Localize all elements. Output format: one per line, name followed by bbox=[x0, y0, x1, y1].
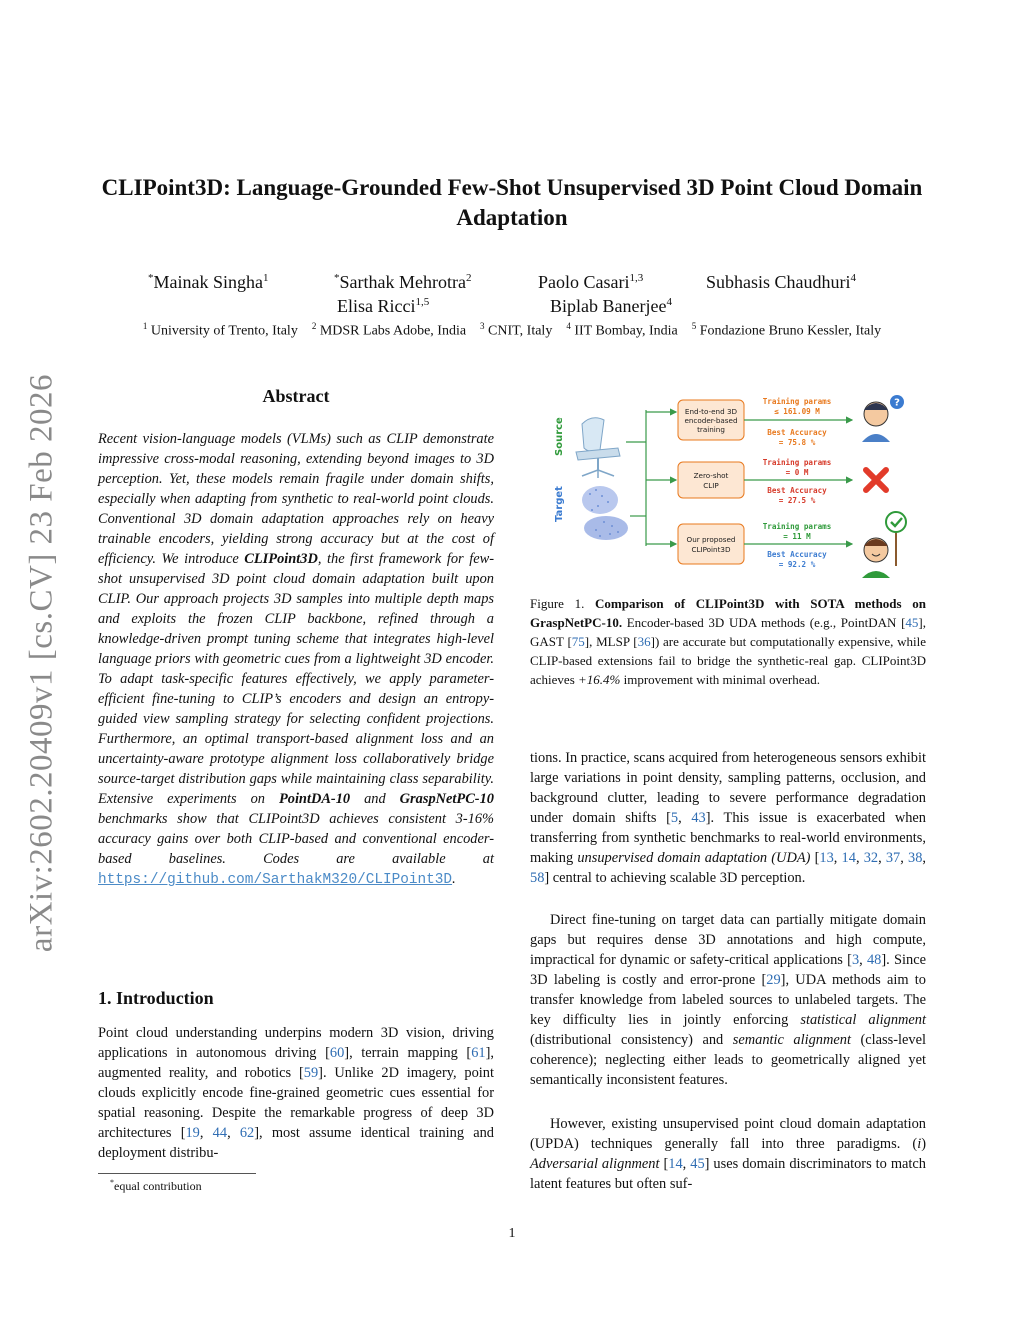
citation[interactable]: 45 bbox=[690, 1156, 705, 1172]
stat-2-params-value: = 0 M bbox=[785, 468, 809, 477]
arxiv-watermark: arXiv:2602.20409v1 [cs.CV] 23 Feb 2026 bbox=[23, 373, 60, 953]
stat-3-acc-value: = 92.2 % bbox=[778, 560, 816, 569]
footnote: *equal contribution bbox=[110, 1178, 202, 1193]
method-box-clipoint3d-line1: Our proposed bbox=[686, 535, 736, 544]
paper-title: CLIPoint3D: Language-Grounded Few-Shot Unsupervised 3D Point Cloud Domain Adaptation bbox=[101, 175, 923, 230]
author-6: Biplab Banerjee$^4$ bbox=[550, 296, 672, 316]
citation[interactable]: 59 bbox=[303, 1065, 319, 1081]
stat-3-params-value: = 11 M bbox=[783, 532, 811, 541]
right-paragraph-2: Direct fine-tuning on target data can partially mitigate domain gaps but requires dense 3D annotations and high compute, impractical for dynamic or safety-critical applications [3, 48]. Since 3D labeling is costly and error-prone [29], UDA methods aim to transfer knowledge from labeled sources to unlabeled targets. The key difficulty lies in jointly enforcing statistical alignment (distributional consistency) and semantic alignment (class-level coherence); neglecting either leads to geometrically aligned yet semantically inconsistent features. bbox=[530, 912, 926, 1088]
citation[interactable]: 3 bbox=[851, 952, 860, 968]
footnote-rule bbox=[98, 1173, 256, 1174]
method-box-zeroshot-line1: Zero-shot bbox=[693, 471, 729, 480]
figure-caption: Figure 1. Comparison of CLIPoint3D with SOTA methods on GraspNetPC-10. Encoder-based 3D UDA methods (e.g., PointDAN [45], GAST [75], MLSP [36]) are accurate but computationally expensive, while CLIP-based extensions fail to bridge the synthetic-real gap. CLIPoint3D achieves +16.4% improvement with minimal overhead. bbox=[530, 596, 927, 687]
citation[interactable]: 38 bbox=[908, 850, 923, 866]
target-label: Target bbox=[554, 486, 565, 522]
citation[interactable]: 13 bbox=[819, 850, 834, 866]
confused-person-icon bbox=[862, 395, 904, 442]
citation[interactable]: 36 bbox=[637, 634, 651, 649]
stat-2-acc-value: = 27.5 % bbox=[778, 496, 816, 505]
stat-1-params-label: Training params bbox=[762, 397, 832, 406]
method-box-clipoint3d-line2: CLIPoint3D bbox=[691, 545, 731, 554]
author-3: Paolo Casari$^{1,3}$ bbox=[538, 272, 644, 292]
author-4: Subhasis Chaudhuri$^4$ bbox=[706, 272, 857, 292]
right-paragraph-3: However, existing unsupervised point cloud domain adaptation (UPDA) techniques generally fall into three paradigms. (i) Adversarial alignment [14, 45] uses domain discriminators to match latent features but often suf- bbox=[530, 1116, 927, 1192]
method-box-encoder-line3: training bbox=[697, 425, 725, 434]
citation[interactable]: 19 bbox=[185, 1125, 200, 1141]
citation[interactable]: 58 bbox=[530, 870, 545, 886]
method-box-clipoint3d bbox=[678, 524, 744, 564]
citation[interactable]: 48 bbox=[866, 952, 882, 968]
stat-1-params-value: ≤ 161.09 M bbox=[774, 407, 820, 416]
author-2: *Sarthak Mehrotra$^2$ bbox=[334, 272, 472, 292]
svg-text:?: ? bbox=[894, 397, 900, 409]
abstract-body: Recent vision-language models (VLMs) such as CLIP demonstrate impressive cross-modal reasoning, extending beyond images to 3D perception. Yet, these models remain fragile under domain shifts, especially when adapting from synthetic to real-world point clouds. Conventional 3D domain adaptation approaches rely on heavy trainable encoders, yielding strong accuracy but at the cost of efficiency. We introduce CLIPoint3D, the first framework for few-shot unsupervised 3D point cloud domain adaptation built upon CLIP. Our approach projects 3D samples into multiple depth maps and exploits the frozen CLIP backbone, refined through a knowledge-driven prompt tuning scheme that integrates high-level language priors with geometric cues from a lightweight 3D encoder. To adapt task-specific features effectively, we apply parameter-efficient fine-tuning to CLIP’s encoders and design an entropy-guided view sampling strategy for selecting confident projections. Furthermore, an optimal transport-based alignment loss and an uncertainty-aware prototype alignment loss collaboratively bridge source-target distribution gaps while maintaining class separability. Extensive experiments on PointDA-10 and GraspNetPC-10 benchmarks show that CLIPoint3D achieves consistent 3-16% accuracy gains over both CLIP-based and conventional encoder-based baselines. Codes are available at https://github.com/SarthakM320/CLIPoint3D. bbox=[98, 431, 494, 888]
citation[interactable]: 5 bbox=[670, 810, 679, 826]
citation[interactable]: 61 bbox=[471, 1045, 486, 1061]
citation[interactable]: 44 bbox=[212, 1125, 228, 1141]
cross-icon bbox=[866, 470, 886, 490]
code-link[interactable]: https://github.com/SarthakM320/CLIPoint3D bbox=[98, 872, 453, 888]
source-chair-image bbox=[576, 418, 620, 478]
intro-heading: 1. Introduction bbox=[98, 988, 214, 1008]
citation[interactable]: 29 bbox=[766, 972, 781, 988]
stat-3-acc-label: Best Accuracy bbox=[767, 550, 827, 559]
citation[interactable]: 43 bbox=[691, 810, 706, 826]
happy-person-check-icon bbox=[862, 512, 906, 578]
page-number: 1 bbox=[508, 1226, 516, 1241]
method-box-encoder bbox=[678, 400, 744, 440]
stat-2-params-label: Training params bbox=[762, 458, 832, 467]
target-pointcloud-image bbox=[582, 486, 628, 540]
affiliations: $^1$ University of Trento, Italy $^2$ MDSR Labs Adobe, India $^3$ CNIT, Italy $^4$ IIT Bombay, India $^5$ Fondazione Bruno Kessler, Italy bbox=[142, 321, 882, 339]
method-box-encoder-line2: encoder-based bbox=[684, 416, 738, 425]
citation[interactable]: 14 bbox=[668, 1156, 683, 1172]
method-box-encoder-line1: End-to-end 3D bbox=[684, 407, 738, 416]
abstract-heading: Abstract bbox=[262, 386, 330, 406]
citation[interactable]: 60 bbox=[329, 1045, 345, 1061]
citation[interactable]: 37 bbox=[885, 850, 901, 866]
citation[interactable]: 14 bbox=[841, 850, 856, 866]
figure-1 bbox=[540, 390, 924, 578]
method-box-zeroshot bbox=[678, 462, 744, 498]
author-1: *Mainak Singha$^1$ bbox=[148, 272, 269, 292]
stat-1-acc-label: Best Accuracy bbox=[767, 428, 827, 437]
right-paragraph-1: tions. In practice, scans acquired from heterogeneous sensors exhibit large variations in point density, sampling patterns, occlusion, and background clutter, leading to severe performance degradation under domain shifts [5, 43]. This issue is exacerbated when transferring from synthetic benchmarks to real-world environments, making unsupervised domain adaptation (UDA) [13, 14, 32, 37, 38, 58] central to achieving scalable 3D perception. bbox=[530, 750, 927, 886]
citation[interactable]: 32 bbox=[863, 850, 879, 866]
citation[interactable]: 45 bbox=[905, 615, 919, 630]
stat-2-acc-label: Best Accuracy bbox=[767, 486, 827, 495]
citation[interactable]: 62 bbox=[239, 1125, 255, 1141]
author-5: Elisa Ricci$^{1,5}$ bbox=[337, 296, 430, 316]
stat-3-params-label: Training params bbox=[762, 522, 832, 531]
method-box-zeroshot-line2: CLIP bbox=[703, 481, 719, 490]
source-label: Source bbox=[554, 417, 565, 456]
intro-body: Point cloud understanding underpins modern 3D vision, driving applications in autonomous driving [60], terrain mapping [61], augmented reality, and robotics [59]. Unlike 2D imagery, point clouds explicitly encode fine-grained geometric cues essential for spatial reasoning. Despite the remarkable progress of deep 3D architectures [19, 44, 62], most assume identical training and deployment distribu- bbox=[98, 1025, 495, 1161]
citation[interactable]: 75 bbox=[571, 634, 585, 649]
stat-1-acc-value: = 75.8 % bbox=[778, 438, 816, 447]
